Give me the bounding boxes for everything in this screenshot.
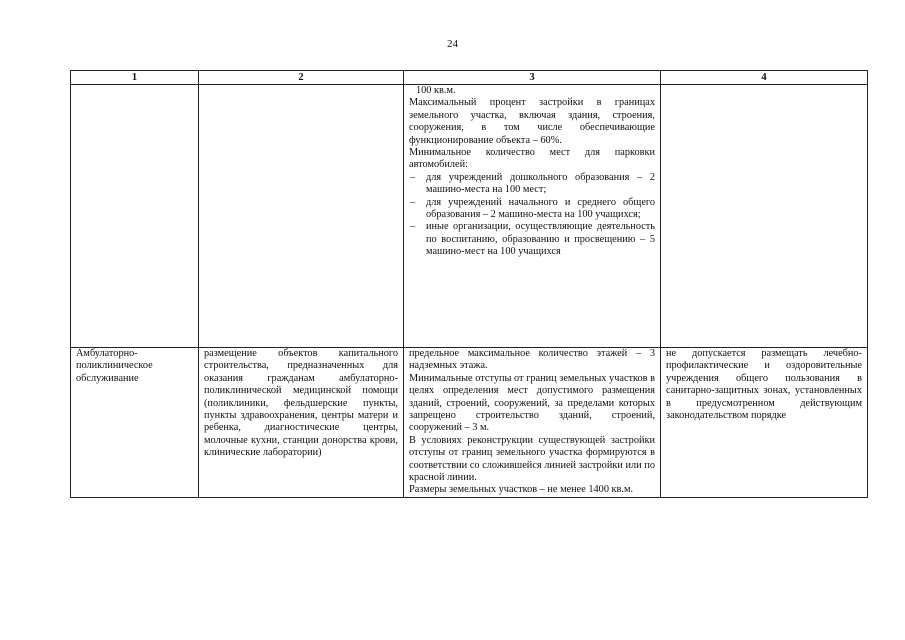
list-item-text: для учреждений начального и среднего общего образования – 2 машино-места на 100 учащихся;: [426, 196, 655, 221]
table-header-row: [71, 71, 868, 85]
table-row: [71, 348, 868, 498]
dash-bullet: –: [410, 171, 416, 183]
zoning-regulations-table: [70, 70, 868, 498]
cell-parameters: [404, 348, 661, 498]
list-item: [409, 197, 655, 222]
column-header-2: 2: [199, 71, 404, 85]
parking-requirements-list: [409, 172, 655, 259]
cell-restrictions: [661, 85, 868, 348]
dash-bullet: –: [410, 221, 416, 233]
column-header-3: 3: [404, 71, 661, 85]
parameter-text: 100 кв.м.: [416, 85, 456, 96]
cell-restrictions: не допускается размещать лечебно-профилактические и оздоровительные учреждения общего пользования в санитарно-защитных зонах, установленных в предусмотренном действующим законодательством порядке: [661, 348, 868, 498]
parameter-text: Размеры земельных участков – не менее 1400 кв.м.: [409, 484, 634, 496]
parameter-text: Максимальный процент застройки в границах земельного участка, включая здания, строения, сооружения, в том числе обеспечивающие функционирование объекта – 60%.: [409, 97, 655, 146]
list-item: [409, 172, 655, 197]
page-number: 24: [447, 38, 458, 50]
parameter-text: предельное максимальное количество этажей – 3 надземных этажа.: [409, 348, 655, 372]
column-header-1: 1: [71, 71, 199, 85]
cell-use-description: размещение объектов капитального строительства, предназначенных для оказания гражданам амбулаторно-поликлинической медицинской помощи (поликлиники, фельдшерские пункты, пункты здравоохранения, центры матери и ребенка, диагностические центры, молочные кухни, станции донорства крови, клинические лаборатории): [199, 348, 404, 498]
dash-bullet: –: [410, 196, 416, 208]
cell-permitted-use: Амбулаторно-поликлиническое обслуживание: [71, 348, 199, 498]
cell-use-description: [199, 85, 404, 348]
list-item: [409, 221, 655, 258]
parameter-text: Минимальное количество мест для парковки автомобилей:: [409, 147, 655, 171]
parameter-text: Минимальные отступы от границ земельных участков в целях определения мест допустимого размещения зданий, строений, сооружений, за пределами которых запрещено строительство зданий, строений, сооружений – 3 м.: [409, 372, 655, 434]
cell-permitted-use: [71, 85, 199, 348]
table-row: [71, 85, 868, 348]
list-item-text: иные организации, осуществляющие деятельность по воспитанию, образованию и просвещению – 5 машино-мест на 100 учащихся: [426, 221, 655, 258]
parameter-text: В условиях реконструкции существующей застройки отступы от границ земельного участка формируются в соответствии со сложившейся линией застройки или по красной линии.: [409, 434, 655, 484]
cell-parameters: [404, 85, 661, 348]
column-header-4: 4: [661, 71, 868, 85]
list-item-text: для учреждений дошкольного образования – 2 машино-места на 100 мест;: [426, 171, 655, 196]
